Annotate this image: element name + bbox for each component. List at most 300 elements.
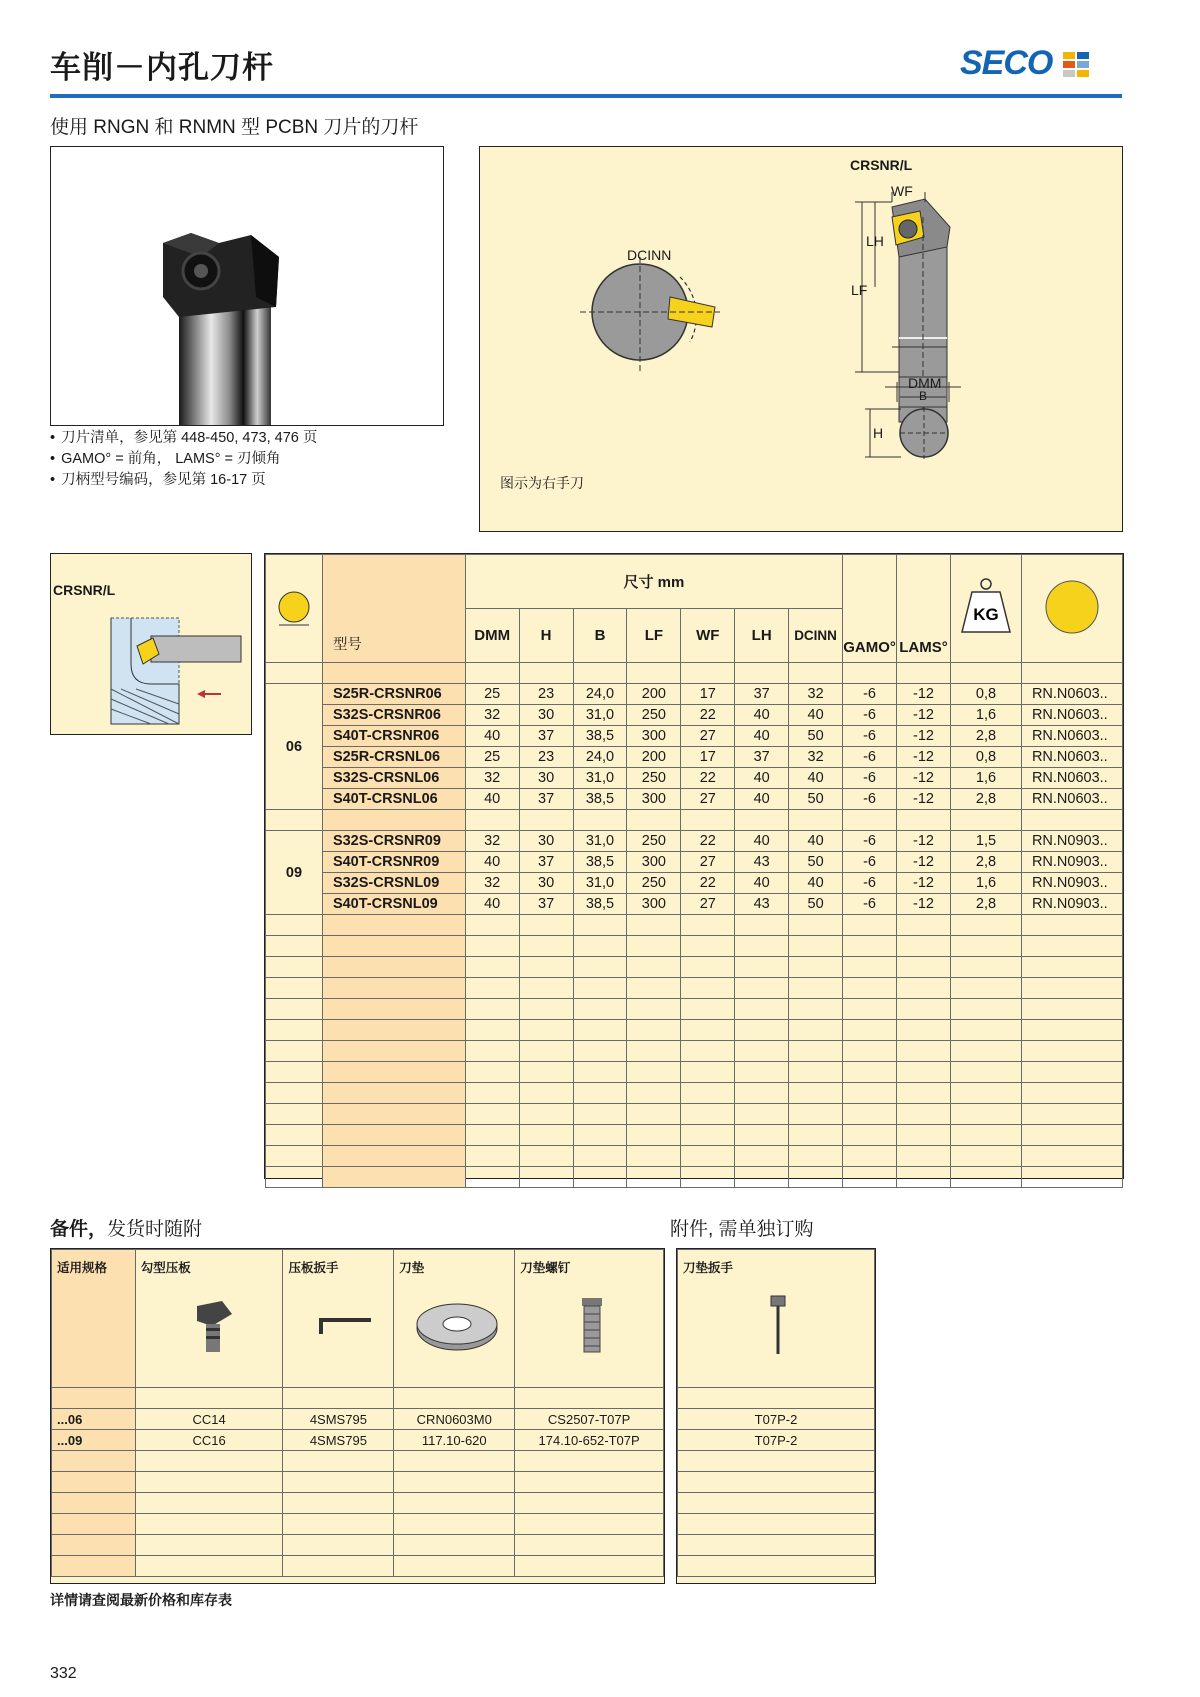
spares-cell [52, 1493, 136, 1514]
product-photo [50, 146, 444, 426]
table-cell [897, 1104, 951, 1125]
accessory-cell: T07P-2 [678, 1409, 875, 1430]
table-cell [465, 1041, 519, 1062]
col-b: B [573, 609, 627, 663]
table-cell [843, 810, 897, 831]
table-cell [897, 1167, 951, 1188]
value-cell: 32 [465, 831, 519, 852]
value-cell: 32 [789, 747, 843, 768]
table-cell [266, 1125, 323, 1146]
value-cell: 43 [735, 894, 789, 915]
model-cell: S25R-CRSNR06 [322, 684, 465, 705]
spares-row [52, 1409, 664, 1430]
value-cell: 300 [627, 852, 681, 873]
table-cell [789, 810, 843, 831]
dim-wf: WF [891, 183, 913, 199]
table-cell [951, 957, 1022, 978]
table-spacer-row [266, 1104, 1123, 1125]
table-cell [266, 1020, 323, 1041]
value-cell: 250 [627, 768, 681, 789]
table-cell [843, 1041, 897, 1062]
value-cell: 32 [465, 873, 519, 894]
value-cell: -12 [897, 873, 951, 894]
application-sketch [50, 553, 252, 735]
value-cell: -6 [843, 873, 897, 894]
value-cell: 300 [627, 894, 681, 915]
table-cell [519, 915, 573, 936]
value-cell: 38,5 [573, 894, 627, 915]
value-cell: 40 [789, 831, 843, 852]
spares-cell [283, 1535, 394, 1556]
value-cell: -6 [843, 705, 897, 726]
table-row [266, 831, 1123, 852]
table-cell [681, 915, 735, 936]
table-cell [951, 1104, 1022, 1125]
logo-squares-icon [1063, 52, 1089, 78]
spares-table [51, 1249, 664, 1577]
table-cell [322, 936, 465, 957]
spares-row [52, 1535, 664, 1556]
table-cell [951, 1125, 1022, 1146]
clamp-icon [162, 1286, 262, 1366]
table-cell [843, 1146, 897, 1167]
weight-cell: 2,8 [951, 789, 1022, 810]
table-cell [681, 1062, 735, 1083]
model-cell: S32S-CRSNR06 [322, 705, 465, 726]
insert-cell: RN.N0603.. [1021, 684, 1122, 705]
table-cell [897, 663, 951, 684]
table-cell [789, 915, 843, 936]
table-cell [573, 1083, 627, 1104]
table-row [266, 726, 1123, 747]
table-spacer-row [266, 957, 1123, 978]
table-cell [897, 936, 951, 957]
seco-logo [960, 44, 1089, 83]
col-gamo: GAMO° [843, 555, 897, 663]
table-cell [681, 1041, 735, 1062]
weight-cell: 0,8 [951, 747, 1022, 768]
spares-col-wrench [283, 1250, 394, 1388]
insert-cell: RN.N0903.. [1021, 831, 1122, 852]
table-cell [897, 1125, 951, 1146]
table-cell [266, 1146, 323, 1167]
table-cell [843, 1020, 897, 1041]
table-cell [735, 1020, 789, 1041]
weight-cell: 0,8 [951, 684, 1022, 705]
table-cell [519, 1104, 573, 1125]
table-cell [519, 1062, 573, 1083]
spares-col-shim [394, 1250, 515, 1388]
value-cell: 32 [465, 768, 519, 789]
table-cell [789, 1167, 843, 1188]
shim-screw-icon [542, 1284, 642, 1364]
model-header: 型号 [322, 555, 465, 663]
table-cell [897, 1083, 951, 1104]
accessory-row [678, 1535, 875, 1556]
value-cell: -6 [843, 831, 897, 852]
model-cell: S25R-CRSNL06 [322, 747, 465, 768]
table-spacer-row [266, 810, 1123, 831]
spares-cell [283, 1472, 394, 1493]
value-cell: -12 [897, 831, 951, 852]
table-cell [681, 978, 735, 999]
table-cell [465, 1062, 519, 1083]
accessory-row [678, 1430, 875, 1451]
value-cell: 38,5 [573, 789, 627, 810]
table-cell [681, 810, 735, 831]
value-cell: 37 [735, 684, 789, 705]
holder-data-table [265, 554, 1123, 1188]
table-cell [627, 1062, 681, 1083]
table-cell [897, 1062, 951, 1083]
table-row [266, 789, 1123, 810]
value-cell: -6 [843, 747, 897, 768]
table-cell [266, 1041, 323, 1062]
dim-lf: LF [851, 282, 868, 298]
table-cell [266, 936, 323, 957]
table-cell [681, 1146, 735, 1167]
table-cell [322, 978, 465, 999]
table-cell [897, 999, 951, 1020]
table-cell [573, 1041, 627, 1062]
spares-row [52, 1451, 664, 1472]
table-cell [789, 1146, 843, 1167]
accessory-row [678, 1472, 875, 1493]
insert-cell: RN.N0903.. [1021, 852, 1122, 873]
table-cell [789, 1041, 843, 1062]
accessory-cell [678, 1556, 875, 1577]
value-cell: 37 [735, 747, 789, 768]
spares-cell: CC16 [135, 1430, 283, 1451]
table-cell [322, 1104, 465, 1125]
table-cell [627, 1146, 681, 1167]
table-cell [843, 1104, 897, 1125]
spares-cell [394, 1451, 515, 1472]
value-cell: 25 [465, 684, 519, 705]
value-cell: 300 [627, 726, 681, 747]
table-cell [789, 663, 843, 684]
col-wf: WF [681, 609, 735, 663]
accessory-cell: T07P-2 [678, 1430, 875, 1451]
insert-cell: RN.N0603.. [1021, 789, 1122, 810]
sketch-label: CRSNR/L [53, 582, 116, 598]
value-cell: 200 [627, 684, 681, 705]
table-cell [465, 1125, 519, 1146]
table-cell [266, 915, 323, 936]
accessory-cell [678, 1451, 875, 1472]
table-cell [843, 936, 897, 957]
table-spacer-row [266, 978, 1123, 999]
spares-cell [135, 1535, 283, 1556]
table-cell [465, 915, 519, 936]
table-cell [735, 1083, 789, 1104]
value-cell: 40 [465, 852, 519, 873]
table-cell [951, 1041, 1022, 1062]
table-cell [789, 999, 843, 1020]
table-cell [573, 978, 627, 999]
table-cell [465, 1146, 519, 1167]
spares-cell [52, 1556, 136, 1577]
spares-cell [515, 1514, 664, 1535]
table-cell [789, 957, 843, 978]
table-cell [897, 1020, 951, 1041]
accessory-row [678, 1388, 875, 1409]
spares-cell [394, 1556, 515, 1577]
table-cell [519, 1041, 573, 1062]
col-dmm: DMM [465, 609, 519, 663]
table-cell [789, 1062, 843, 1083]
table-cell [735, 1167, 789, 1188]
table-cell [573, 999, 627, 1020]
spares-cell [135, 1472, 283, 1493]
value-cell: 50 [789, 726, 843, 747]
spares-row [52, 1430, 664, 1451]
accessory-cell [678, 1535, 875, 1556]
value-cell: 40 [735, 768, 789, 789]
table-cell [735, 915, 789, 936]
col-h: H [519, 609, 573, 663]
spares-cell [394, 1472, 515, 1493]
value-cell: 40 [735, 705, 789, 726]
spares-cell [515, 1472, 664, 1493]
table-cell [519, 1146, 573, 1167]
table-cell [627, 957, 681, 978]
table-cell [465, 999, 519, 1020]
weight-cell: 1,6 [951, 768, 1022, 789]
accessories-table [677, 1249, 875, 1577]
insert-cell: RN.N0903.. [1021, 894, 1122, 915]
value-cell: 22 [681, 873, 735, 894]
value-cell: 37 [519, 894, 573, 915]
accessory-cell [678, 1514, 875, 1535]
accessory-cell [678, 1493, 875, 1514]
table-cell [519, 999, 573, 1020]
table-cell [1021, 1167, 1122, 1188]
table-cell [322, 1167, 465, 1188]
value-cell: 200 [627, 747, 681, 768]
table-cell [951, 936, 1022, 957]
spares-cell [283, 1493, 394, 1514]
model-cell: S32S-CRSNR09 [322, 831, 465, 852]
table-cell [789, 1020, 843, 1041]
col-lams: LAMS° [897, 555, 951, 663]
table-cell [573, 957, 627, 978]
diagram-label: CRSNR/L [850, 157, 913, 173]
table-cell [1021, 810, 1122, 831]
value-cell: -12 [897, 894, 951, 915]
spares-rows [52, 1388, 664, 1577]
weight-cell: 2,8 [951, 894, 1022, 915]
table-cell [519, 936, 573, 957]
accessory-row [678, 1556, 875, 1577]
spares-cell: ...06 [52, 1409, 136, 1430]
col-dcinn: DCINN [789, 609, 843, 663]
table-cell [465, 1020, 519, 1041]
weight-cell: 2,8 [951, 726, 1022, 747]
table-cell [735, 1041, 789, 1062]
table-cell [266, 999, 323, 1020]
value-cell: 31,0 [573, 831, 627, 852]
table-cell [573, 1104, 627, 1125]
insert-size-icon [266, 555, 323, 663]
value-cell: 40 [789, 705, 843, 726]
spares-col-size: 适用规格 [52, 1250, 136, 1388]
table-cell [465, 1104, 519, 1125]
table-cell [627, 1104, 681, 1125]
torx-key-icon [749, 1284, 809, 1364]
table-cell [519, 1167, 573, 1188]
value-cell: -12 [897, 705, 951, 726]
shim-icon [407, 1284, 507, 1364]
table-cell [627, 1125, 681, 1146]
clamp-header: 勾型压板 [140, 1261, 191, 1275]
table-cell [843, 978, 897, 999]
accessory-row [678, 1409, 875, 1430]
table-cell [951, 915, 1022, 936]
table-cell [266, 957, 323, 978]
table-cell [897, 957, 951, 978]
table-cell [789, 1104, 843, 1125]
logo-text: SECO [960, 44, 1053, 82]
table-cell [1021, 663, 1122, 684]
table-cell [465, 1167, 519, 1188]
table-cell [843, 957, 897, 978]
table-cell [627, 1083, 681, 1104]
insert-size-cell: 09 [266, 831, 323, 915]
table-cell [897, 1041, 951, 1062]
table-cell [322, 1041, 465, 1062]
spares-cell [52, 1535, 136, 1556]
holder-rows [266, 663, 1123, 1188]
table-cell [735, 810, 789, 831]
insert-icon [1021, 555, 1122, 663]
table-cell [465, 957, 519, 978]
weight-cell: 1,6 [951, 873, 1022, 894]
screw-header: 刀垫螺钉 [520, 1261, 571, 1275]
header-rule [50, 94, 1122, 98]
table-cell [1021, 1083, 1122, 1104]
note-item: • 刀片清单，参见第 448-450, 473, 476 页 [50, 428, 317, 449]
table-cell [681, 999, 735, 1020]
table-cell [322, 1125, 465, 1146]
table-cell [951, 663, 1022, 684]
value-cell: 250 [627, 831, 681, 852]
table-cell [627, 663, 681, 684]
table-cell [1021, 915, 1122, 936]
table-cell [735, 1062, 789, 1083]
value-cell: 37 [519, 789, 573, 810]
table-cell [573, 915, 627, 936]
spares-cell [283, 1388, 394, 1409]
dim-dmm: DMM [908, 375, 942, 391]
insert-cell: RN.N0603.. [1021, 726, 1122, 747]
spares-cell: CS2507-T07P [515, 1409, 664, 1430]
table-cell [897, 810, 951, 831]
table-cell [681, 1167, 735, 1188]
value-cell: -12 [897, 726, 951, 747]
table-cell [266, 1062, 323, 1083]
accessory-row [678, 1493, 875, 1514]
wrench-header: 压板扳手 [288, 1261, 339, 1275]
spares-cell [283, 1514, 394, 1535]
value-cell: 38,5 [573, 726, 627, 747]
dim-h: H [873, 425, 884, 441]
table-cell [1021, 978, 1122, 999]
value-cell: 30 [519, 873, 573, 894]
table-cell [573, 810, 627, 831]
value-cell: 31,0 [573, 873, 627, 894]
note-item: • GAMO° = 前角， LAMS° = 刃倾角 [50, 449, 317, 470]
table-cell [627, 936, 681, 957]
accessory-row [678, 1514, 875, 1535]
spares-cell: ...09 [52, 1430, 136, 1451]
model-cell: S40T-CRSNR09 [322, 852, 465, 873]
table-cell [1021, 1062, 1122, 1083]
value-cell: -6 [843, 768, 897, 789]
table-cell [1021, 1146, 1122, 1167]
table-cell [627, 915, 681, 936]
table-cell [573, 1146, 627, 1167]
value-cell: 40 [465, 894, 519, 915]
value-cell: -6 [843, 684, 897, 705]
spares-cell [135, 1388, 283, 1409]
table-cell [897, 915, 951, 936]
table-spacer-row [266, 936, 1123, 957]
kg-label: KG [973, 604, 999, 624]
spares-col-screw [515, 1250, 664, 1388]
boring-bar-photo [51, 147, 443, 425]
table-cell [322, 663, 465, 684]
table-cell [573, 1020, 627, 1041]
spares-cell [283, 1556, 394, 1577]
insert-cell: RN.N0603.. [1021, 768, 1122, 789]
value-cell: 43 [735, 852, 789, 873]
table-cell [681, 663, 735, 684]
value-cell: -12 [897, 768, 951, 789]
spares-cell [515, 1388, 664, 1409]
value-cell: 40 [789, 873, 843, 894]
value-cell: 27 [681, 852, 735, 873]
spares-row [52, 1493, 664, 1514]
spares-title-rest: 发货时随附 [107, 1219, 203, 1240]
table-spacer-row [266, 1167, 1123, 1188]
value-cell: 23 [519, 747, 573, 768]
spares-table-box [50, 1248, 665, 1584]
model-cell: S40T-CRSNR06 [322, 726, 465, 747]
table-cell [1021, 957, 1122, 978]
value-cell: 300 [627, 789, 681, 810]
table-cell [627, 1041, 681, 1062]
accessory-cell [678, 1472, 875, 1493]
table-row [266, 684, 1123, 705]
value-cell: -12 [897, 747, 951, 768]
table-spacer-row [266, 1146, 1123, 1167]
table-cell [843, 1125, 897, 1146]
value-cell: 250 [627, 873, 681, 894]
spares-cell: 4SMS795 [283, 1430, 394, 1451]
table-cell [789, 978, 843, 999]
value-cell: 38,5 [573, 852, 627, 873]
table-cell [465, 810, 519, 831]
holder-table [264, 553, 1124, 1179]
table-cell [681, 1083, 735, 1104]
spares-cell [135, 1556, 283, 1577]
table-row [266, 852, 1123, 873]
table-spacer-row [266, 1020, 1123, 1041]
value-cell: 31,0 [573, 768, 627, 789]
table-cell [951, 999, 1022, 1020]
value-cell: 27 [681, 726, 735, 747]
